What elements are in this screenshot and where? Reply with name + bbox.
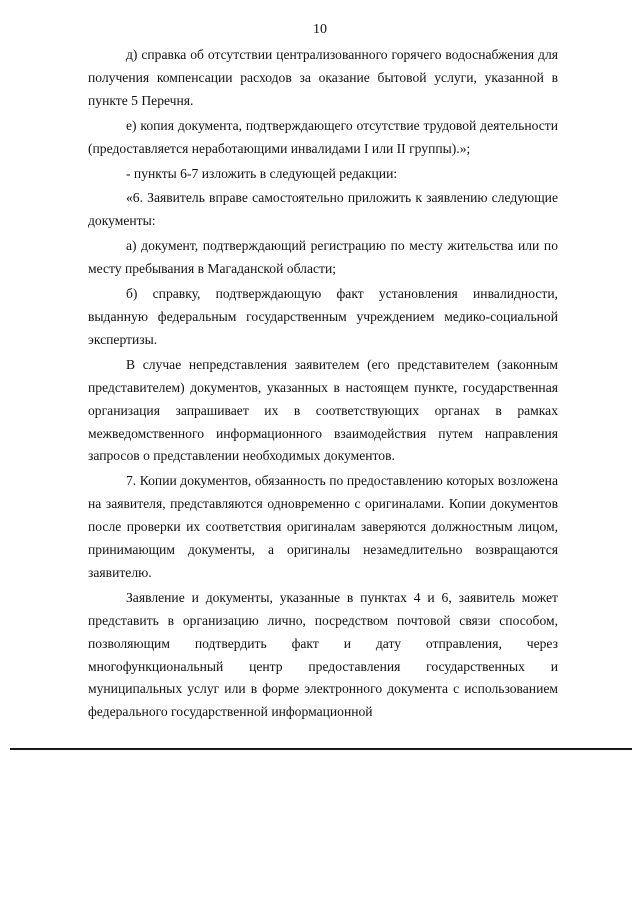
paragraph-amendment-intro: - пункты 6-7 изложить в следующей редакции: [126,165,398,181]
paragraph-point-6: «6. Заявитель вправе самостоятельно приложить к заявлению следующие документы: [88,190,558,229]
paragraph-point-7: 7. Копии документов, обязанность по предоставлению которых возложена на заявителя, представляются одновременно с оригиналами. Копии документов после проверки их соответствия оригиналам заверяются должностным лицом, принимающим документы, а оригиналы незамедлительно возвращаются заявителю. [88,473,558,580]
paragraph-item-a: а) документ, подтверждающий регистрацию по месту жительства или по месту пребывания в Магаданской области; [88,238,558,277]
document-body [88,44,558,724]
paragraph-item-e: е) копия документа, подтверждающего отсутствие трудовой деятельности (предоставляется неработающими инвалидами I или II группы).»; [88,117,558,156]
page-number: 10 [313,22,327,37]
paragraph-item-b: б) справку, подтверждающую факт установления инвалидности, выданную федеральным государственным учреждением медико-социальной экспертизы. [88,286,558,347]
paragraph-item-d: д) справка об отсутствии централизованного горячего водоснабжения для получения компенсации расходов за оказание бытовой услуги, указанной в пункте 5 Перечня. [88,47,558,108]
footer-rule [10,748,632,750]
paragraph-submission-methods: Заявление и документы, указанные в пунктах 4 и 6, заявитель может представить в организацию лично, посредством почтовой связи способом, позволяющим подтвердить факт и дату отправления, через многофункциональный центр предоставления государственных и муниципальных услуг или в форме электронного документа с использованием федерального государственной информационной [88,589,558,720]
paragraph-nonsubmission: В случае непредставления заявителем (его представителем (законным представителем) документов, указанных в настоящем пункте, государственная организация запрашивает их в соответствующих органах в рамках межведомственного информационного взаимодействия путем направления запросов о представлении необходимых документов. [88,356,558,464]
